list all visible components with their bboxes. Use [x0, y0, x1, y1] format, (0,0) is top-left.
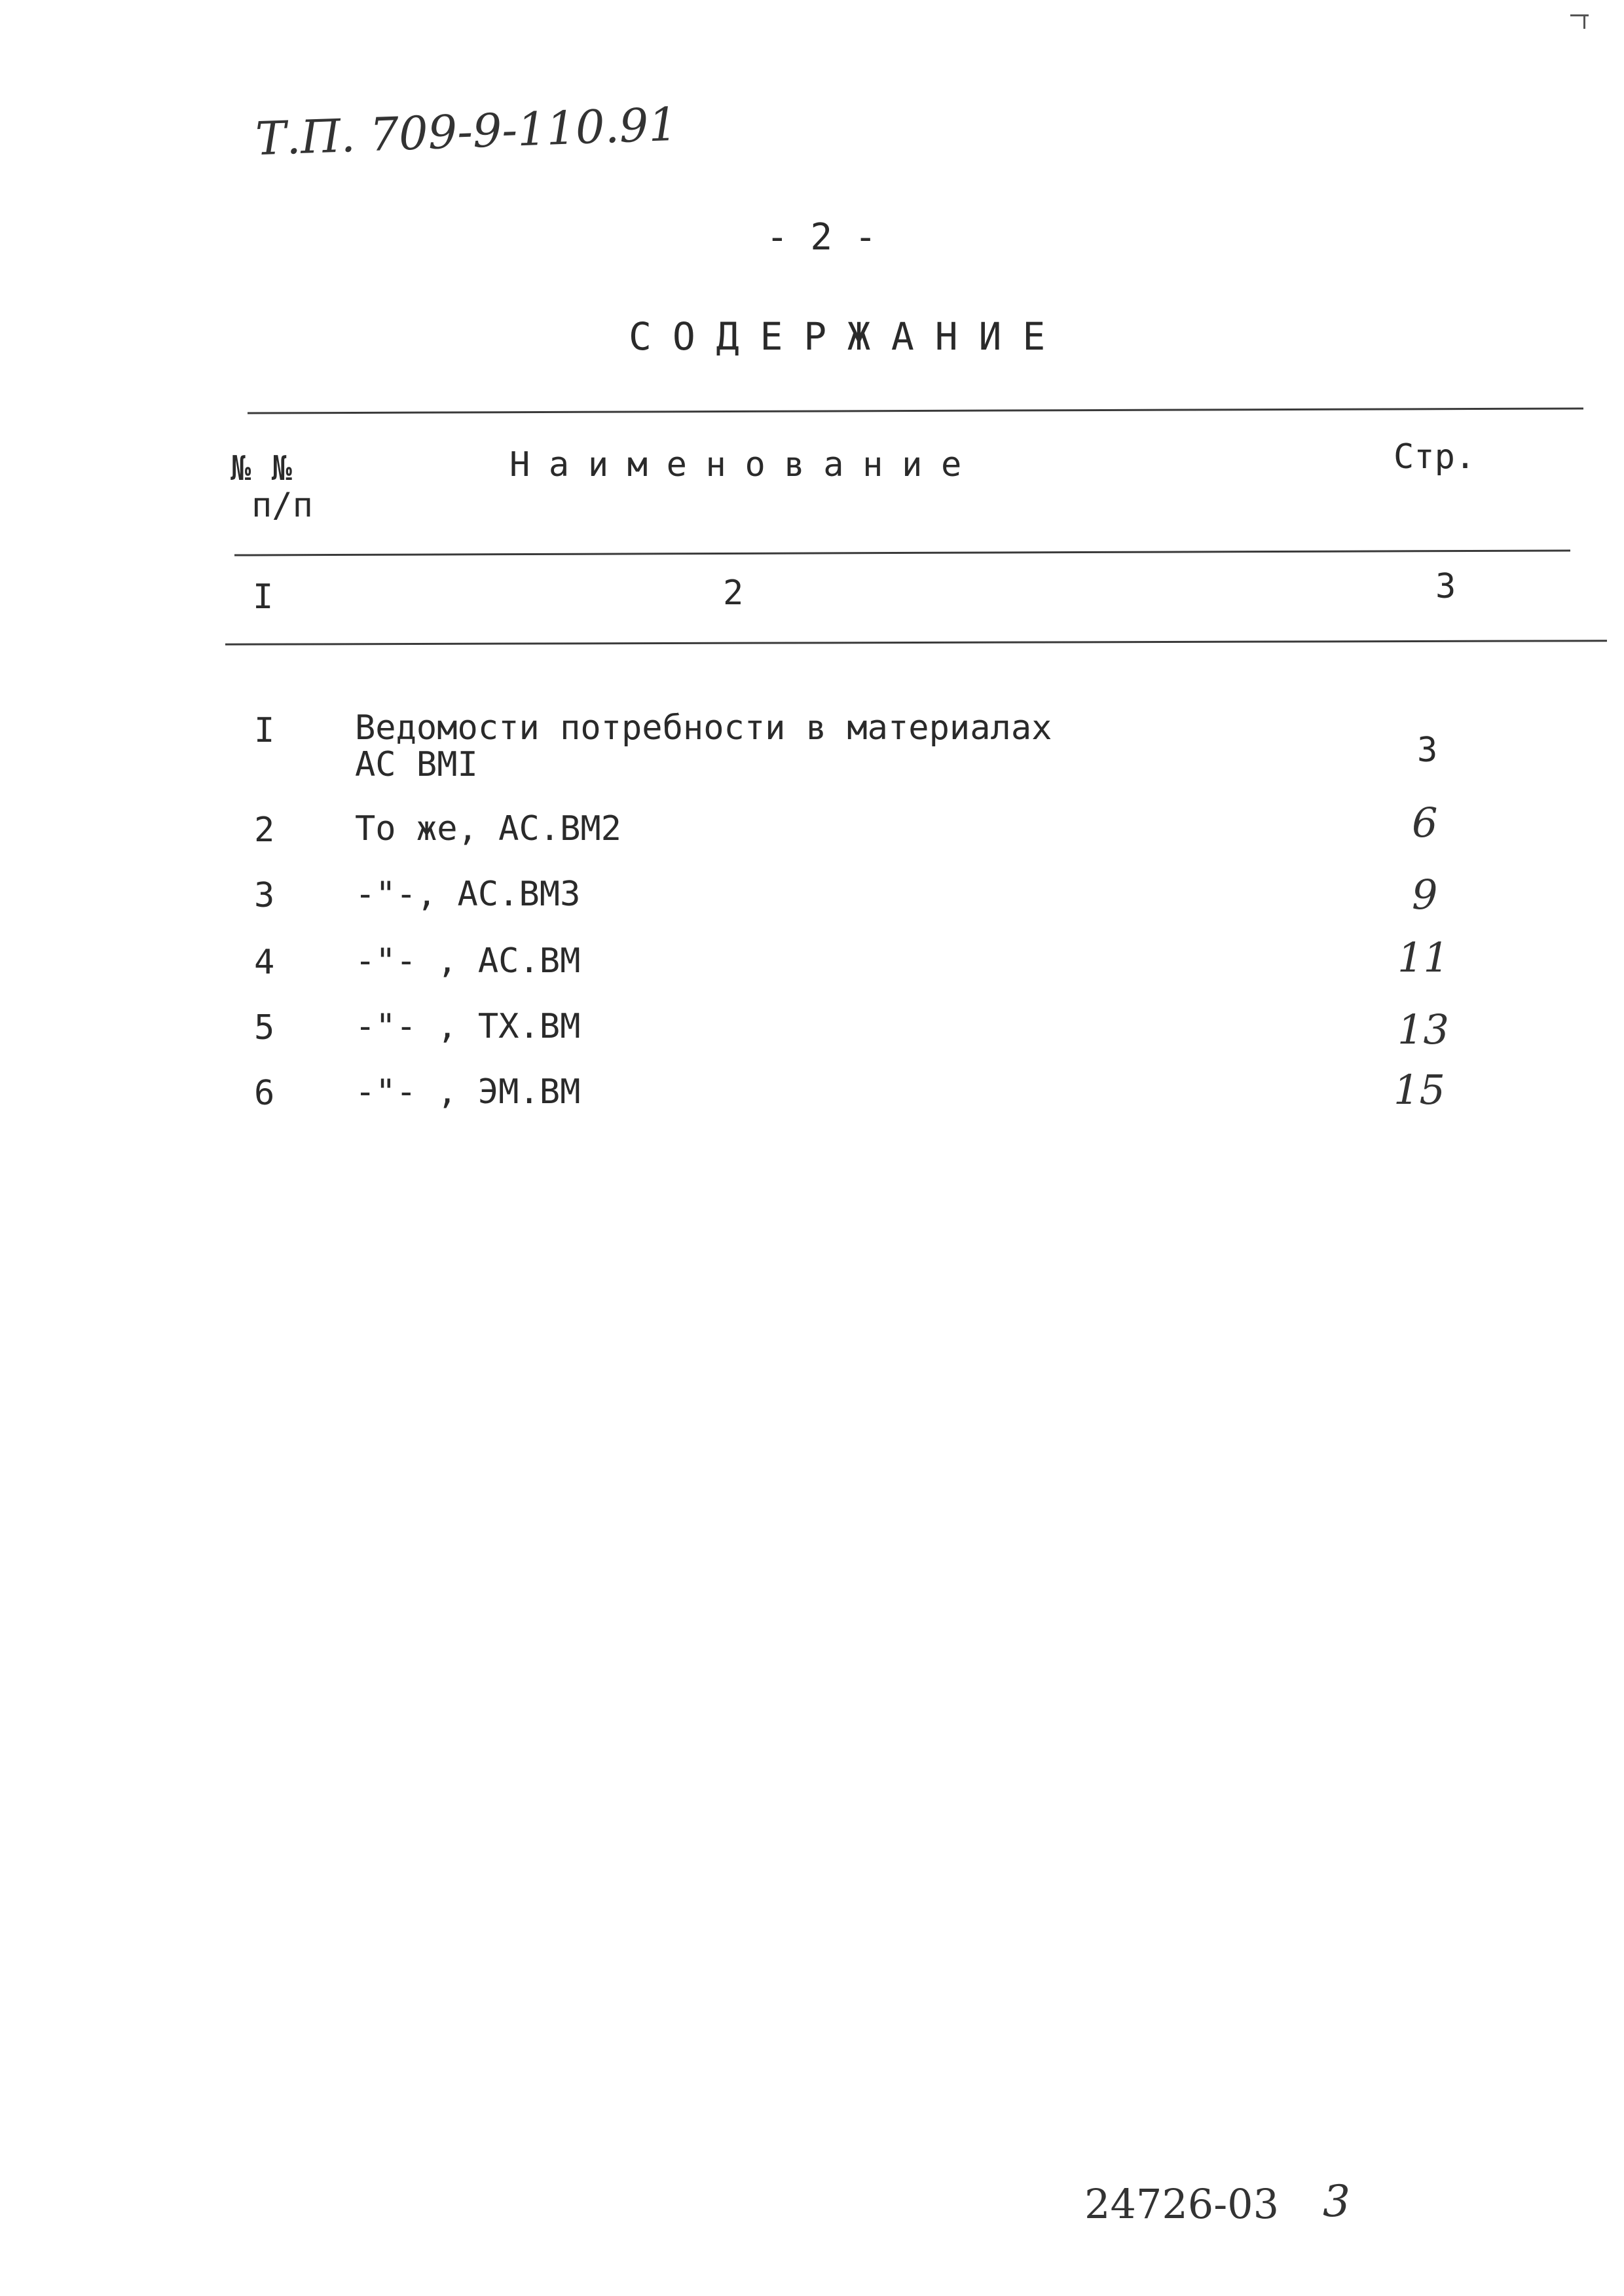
header-page: Стр.: [1393, 437, 1476, 477]
column-number-2: 2: [723, 574, 744, 613]
row-name: То же, АС.ВМ2: [355, 809, 621, 848]
inventory-number: 24726-03: [1084, 2180, 1280, 2228]
header-num-line1: № №: [231, 449, 292, 488]
header-num-line2: п/п: [251, 486, 313, 525]
row-number: 2: [254, 811, 275, 850]
row-name: -"- , ТХ.ВМ: [355, 1007, 581, 1046]
row-name: -"- , АС.ВМ: [355, 941, 581, 981]
row-page: 6: [1412, 799, 1438, 847]
row-number: 4: [254, 943, 275, 982]
row-name-continued: АС ВМI: [355, 745, 478, 784]
column-number-3: 3: [1435, 567, 1456, 606]
page-title: СОДЕРЖАНИЕ: [629, 314, 1067, 359]
row-number: 3: [254, 876, 275, 915]
row-name: -"-, АС.ВМ3: [355, 875, 581, 914]
page-marker: - 2 -: [766, 216, 877, 259]
row-number: 5: [254, 1008, 275, 1048]
header-name: Наименование: [509, 445, 980, 484]
row-page: 3: [1417, 731, 1438, 770]
sheet-number: 3: [1323, 2176, 1350, 2227]
row-page: 15: [1393, 1066, 1445, 1114]
table-top-rule: [248, 407, 1583, 414]
row-page: 11: [1397, 934, 1449, 981]
table-colnum-rule: [225, 640, 1607, 646]
column-number-1: I: [253, 577, 274, 617]
corner-mark-tick: [1583, 14, 1585, 29]
row-number: I: [254, 711, 275, 750]
row-page: 13: [1397, 1006, 1449, 1053]
row-name: -"- , ЭМ.ВМ: [355, 1072, 581, 1112]
document-code: Т.П. 709-9-110.91: [254, 97, 679, 166]
corner-mark: [1570, 14, 1589, 16]
row-name: Ведомости потребности в материалах: [355, 708, 1052, 748]
row-page: 9: [1412, 871, 1438, 919]
table-header-rule: [234, 549, 1570, 556]
row-number: 6: [254, 1074, 275, 1113]
